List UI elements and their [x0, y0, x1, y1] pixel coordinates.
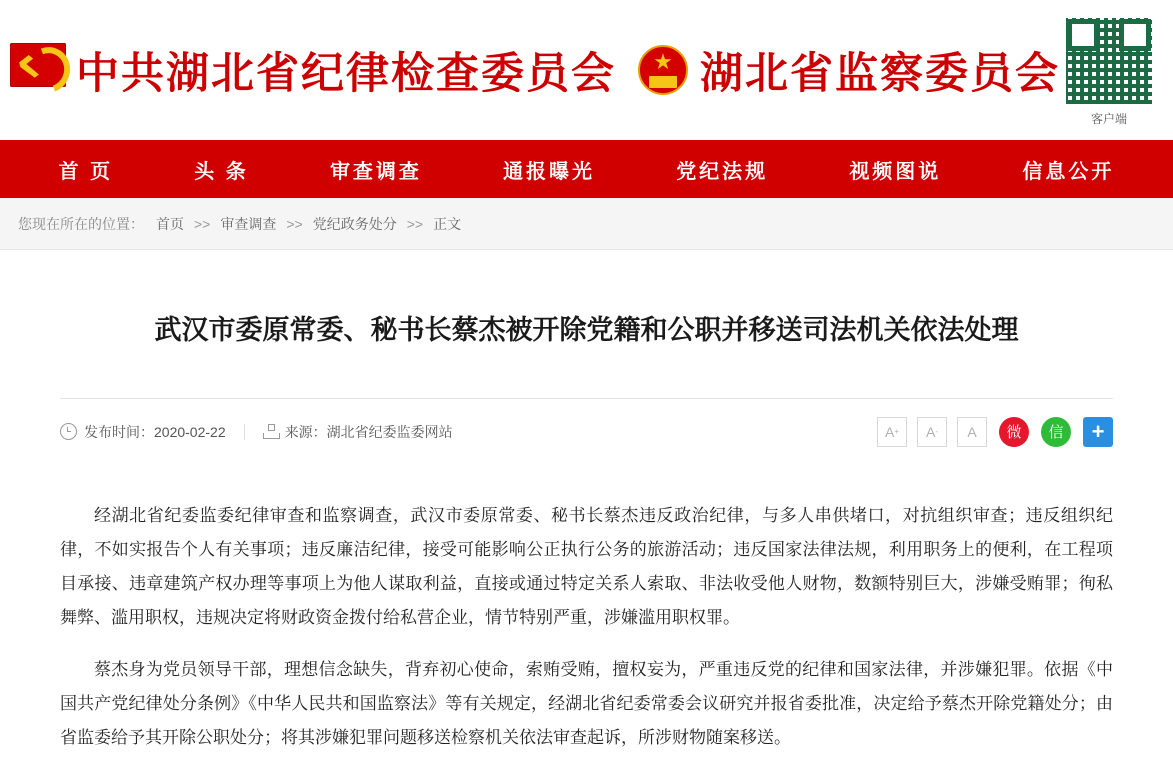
breadcrumb-separator: >> [286, 215, 303, 232]
font-larger-sup: + [894, 427, 899, 437]
article-paragraph: 蔡杰身为党员领导干部，理想信念缺失，背弃初心使命，索贿受贿，擅权妄为，严重违反党的纪律和国家法律，并涉嫌犯罪。依据《中国共产党纪律处分条例》《中华人民共和国监察法》等有关规定，经湖北省纪委常委会议研究并报省委批准，决定给予蔡杰开除党籍处分；由省监委给予其开除公职处分；将其涉嫌犯罪问题移送检察机关依法审查起诉，所涉财物随案移送。 [60, 659, 1113, 747]
breadcrumb-item-discipline[interactable]: 党纪政务处分 [312, 215, 397, 232]
site-title-right: 湖北省监察委员会 [700, 50, 1060, 98]
site-masthead [0, 0, 1173, 140]
article-container [0, 250, 1173, 755]
nav-item-video[interactable]: 视频图说 [849, 160, 942, 183]
weibo-share-icon[interactable]: 微 [999, 417, 1029, 447]
font-larger-label: A [884, 423, 895, 440]
font-default-button[interactable] [957, 417, 987, 447]
page-title: 武汉市委原常委、秘书长蔡杰被开除党籍和公职并移送司法机关依法处理 [154, 315, 1019, 345]
breadcrumb [0, 198, 1173, 250]
national-emblem-icon: ★ [638, 45, 688, 95]
site-title-left: 中共湖北省纪律检查委员会 [76, 50, 616, 98]
more-share-icon[interactable]: + [1083, 417, 1113, 447]
font-smaller-sup: - [935, 427, 938, 437]
qr-code-block [1061, 16, 1157, 127]
breadcrumb-item-current: 正文 [433, 215, 462, 232]
publish-time-label: 发布时间：2020-02-22 [84, 423, 226, 440]
nav-item-investigation[interactable]: 审查调查 [329, 160, 422, 183]
clock-icon [60, 423, 77, 440]
qr-code-label: 客户端 [1090, 112, 1127, 126]
article-source-label: 来源：湖北省纪委监委网站 [284, 423, 453, 440]
qr-code-icon [1064, 16, 1154, 106]
font-smaller-label: A [925, 423, 936, 440]
breadcrumb-item-investigation[interactable]: 审查调查 [220, 215, 277, 232]
publish-time [60, 422, 226, 442]
main-navigation [0, 140, 1173, 198]
article-tools [877, 417, 1113, 447]
breadcrumb-separator: >> [194, 215, 211, 232]
nav-item-home[interactable]: 首 页 [58, 160, 114, 183]
nav-item-exposure[interactable]: 通报曝光 [503, 160, 596, 183]
article-meta-left [60, 422, 453, 442]
article-source [263, 422, 453, 442]
party-emblem-icon [10, 39, 66, 95]
breadcrumb-item-home[interactable]: 首页 [156, 215, 184, 232]
breadcrumb-label: 您现在所在的位置： [18, 215, 144, 232]
wechat-share-icon[interactable]: 信 [1041, 417, 1071, 447]
breadcrumb-separator: >> [406, 215, 424, 232]
article-body [60, 465, 1113, 755]
nav-item-headlines[interactable]: 头 条 [194, 160, 249, 183]
font-default-label: A [967, 423, 977, 440]
article-meta-bar [60, 398, 1113, 465]
meta-divider [244, 424, 245, 440]
article-paragraph: 经湖北省纪委监委纪律审查和监察调查，武汉市委原常委、秘书长蔡杰违反政治纪律，与多人串供堵口，对抗组织审查；违反组织纪律，不如实报告个人有关事项；违反廉洁纪律，接受可能影响公正执行公务的旅游活动；违反国家法律法规，利用职务上的便利，在工程项目承接、违章建筑产权办理等事项上为他人谋取利益，直接或通过特定关系人索取、非法收受他人财物，数额特别巨大，涉嫌受贿罪；徇私舞弊、滥用职权，违规决定将财政资金拨付给私营企业，情节特别严重，涉嫌滥用职权罪。 [60, 505, 1113, 627]
nav-item-regulations[interactable]: 党纪法规 [676, 160, 769, 183]
font-larger-button[interactable] [877, 417, 907, 447]
nav-item-disclosure[interactable]: 信息公开 [1022, 160, 1115, 183]
source-icon [263, 424, 278, 439]
font-smaller-button[interactable] [917, 417, 947, 447]
